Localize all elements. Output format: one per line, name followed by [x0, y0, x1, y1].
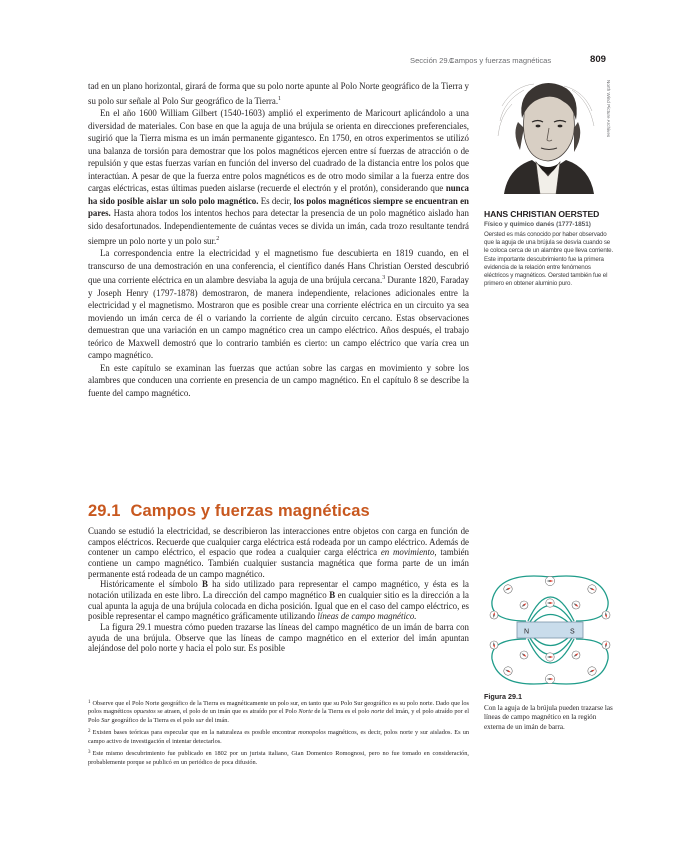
figure-caption: Con la aguja de la brújula pueden trazarse las líneas de campo magnético en la región externa de un imán de barra. — [484, 704, 613, 731]
page-number: 809 — [590, 54, 607, 65]
footnote-2: $^2$ Existen bases teóricas para especular que en la naturaleza es posible encontrar monopolos magnéticos, es decir, polos norte y sur aislados. Es un campo activo de investigación el intentar detectarlos. — [88, 729, 470, 745]
photo-credit: North Wind Picture Archives — [606, 80, 611, 138]
figure-bar-magnet — [484, 575, 616, 685]
intro-paragraph-3: La correspondencia entre la electricidad y el magnetismo fue descubierta en 1819 cuando, en el transcurso de una demostración en una conferencia, el científico danés Hans Christian Oersted descubrió que una corriente eléctrica en un alambre desviaba la aguja de una brújula cercana.$^3$ Durante 1820, Faraday y Joseph Henry (1797-1878) demostraron, de manera independiente, relaciones adicionales entre la electricidad y el magnetismo. Mostraron que es posible crear una corriente eléctrica en un circuito ya sea moviendo un imán cerca de él o variando la corriente de algún circuito cercano. Estas observaciones demuestran que una variación en un campo magnético crea un campo eléctrico. Años después, el trabajo teórico de Maxwell demostró que lo contrario también es cierto: un campo eléctrico que varía crea un campo magnético. — [88, 248, 469, 361]
footnotes — [88, 699, 469, 770]
intro-paragraph-1: tad en un plano horizontal, girará de forma que su polo norte apunte al Polo Norte geográfico de la Tierra y su polo sur señale al Polo Sur geográfico de la Tierra.$^1$ — [88, 81, 469, 106]
section-paragraph-1: Cuando se estudió la electricidad, se describieron las interacciones entre objetos con carga en función de campos eléctricos. Recuerde que cualquier carga eléctrica está rodeada por un campo eléctrico. Además de contener un campo eléctrico, el espacio que rodea a cualquier carga eléctrica en movimiento, también contiene un campo magnético. También cualquier sustancia magnética que forma parte de un imán permanente está rodeada de un campo magnético. — [88, 526, 469, 579]
intro-text — [88, 80, 469, 400]
oersted-portrait — [494, 76, 599, 194]
north-pole-label: N — [524, 628, 530, 636]
bio-subtitle: Físico y químico danés (1777-1851) — [484, 221, 591, 228]
section-text — [88, 526, 469, 654]
intro-paragraph-4: En este capítulo se examinan las fuerzas que actúan sobre las cargas en movimiento y sobre los alambres que conducen una corriente en presencia de un campo magnético. En el capítulo 8 se describe la fuente del campo magnético. — [88, 362, 469, 399]
section-heading: 29.1 Campos y fuerzas magnéticas — [88, 502, 370, 520]
header-title: Campos y fuerzas magnéticas — [449, 56, 552, 65]
bio-name: HANS CHRISTIAN OERSTED — [484, 209, 600, 219]
south-pole-label: S — [570, 628, 575, 636]
bio-text: Oersted es más conocido por haber observado que la aguja de una brújula se desvía cuando se le coloca cerca de un alambre que lleva corriente. Este importante descubrimiento fue la primera evidencia de la relación entre fenómenos eléctricos y magnéticos. Oersted también fue el primero en obtener aluminio puro. — [484, 231, 614, 288]
figure-label: Figura 29.1 — [484, 692, 522, 701]
section-paragraph-2: Históricamente el símbolo B ha sido utilizado para representar el campo magnético, y ésta es la notación utilizada en este libro. La dirección del campo magnético B en cualquier sitio es la dirección a la cual apunta la aguja de una brújula colocada en dicha posición. Igual que en el caso del campo eléctrico, es posible representar el campo magnético gráficamente utilizando líneas de campo magnético. — [88, 579, 469, 622]
footnote-1: $^1$ Observe que el Polo Norte geográfico de la Tierra es magnéticamente un polo sur, en tanto que su Polo Sur geográfico es su polo norte. Dado que los polos magnéticos opuestos se atraen, el polo de un imán que es atraído por el Polo Norte de la Tierra es el polo norte del imán, y el polo atraído por el Polo Sur geográfico de la Tierra es el polo sur del imán. — [88, 700, 469, 724]
header-section: Sección 29.1 — [410, 56, 454, 65]
running-header — [0, 54, 673, 68]
section-paragraph-3: La figura 29.1 muestra cómo pueden trazarse las líneas del campo magnético de un imán de barra con ayuda de una brújula. Observe que las líneas de campo magnético en el exterior del imán apuntan alejándose del polo norte y hacia el polo sur. Es posible — [88, 621, 469, 654]
footnote-3: $^3$ Este mismo descubrimiento fue publicado en 1802 por un jurista italiano, Gian Domenico Romognosi, pero no fue tomado en consideración, probablemente porque se publicó en un periódico de poca difusión. — [88, 750, 469, 766]
intro-paragraph-2: En el año 1600 William Gilbert (1540-1603) amplió el experimento de Maricourt aplicándolo a una diversidad de materiales. Con base en que la aguja de una brújula se orienta en direcciones preferenciales, sugirió que la Tierra misma es un imán permanente gigantesco. En 1750, en otros experimentos se utilizó una balanza de torsión para demostrar que los polos magnéticos ejercen entre sí fuerzas de atracción o de repulsión y que estas fuerzas varían en función del inverso del cuadrado de la distancia entre los polos que interactúan. A pesar de que la fuerza entre polos magnéticos es de otro modo similar a la fuerza entre dos cargas eléctricas, estas últimas pueden aislarse (recuerde el electrón y el protón), considerando que nunca ha sido posible aislar un solo polo magnético. Es decir, los polos magnéticos siempre se encuentran en pares. Hasta ahora todos los intentos hechos para detectar la presencia de un polo magnético aislado han sido desafortunados. Independientemente de cuántas veces se divida un imán, cada trozo resultante tendrá siempre un polo norte y un polo sur.$^2$ — [88, 108, 469, 246]
